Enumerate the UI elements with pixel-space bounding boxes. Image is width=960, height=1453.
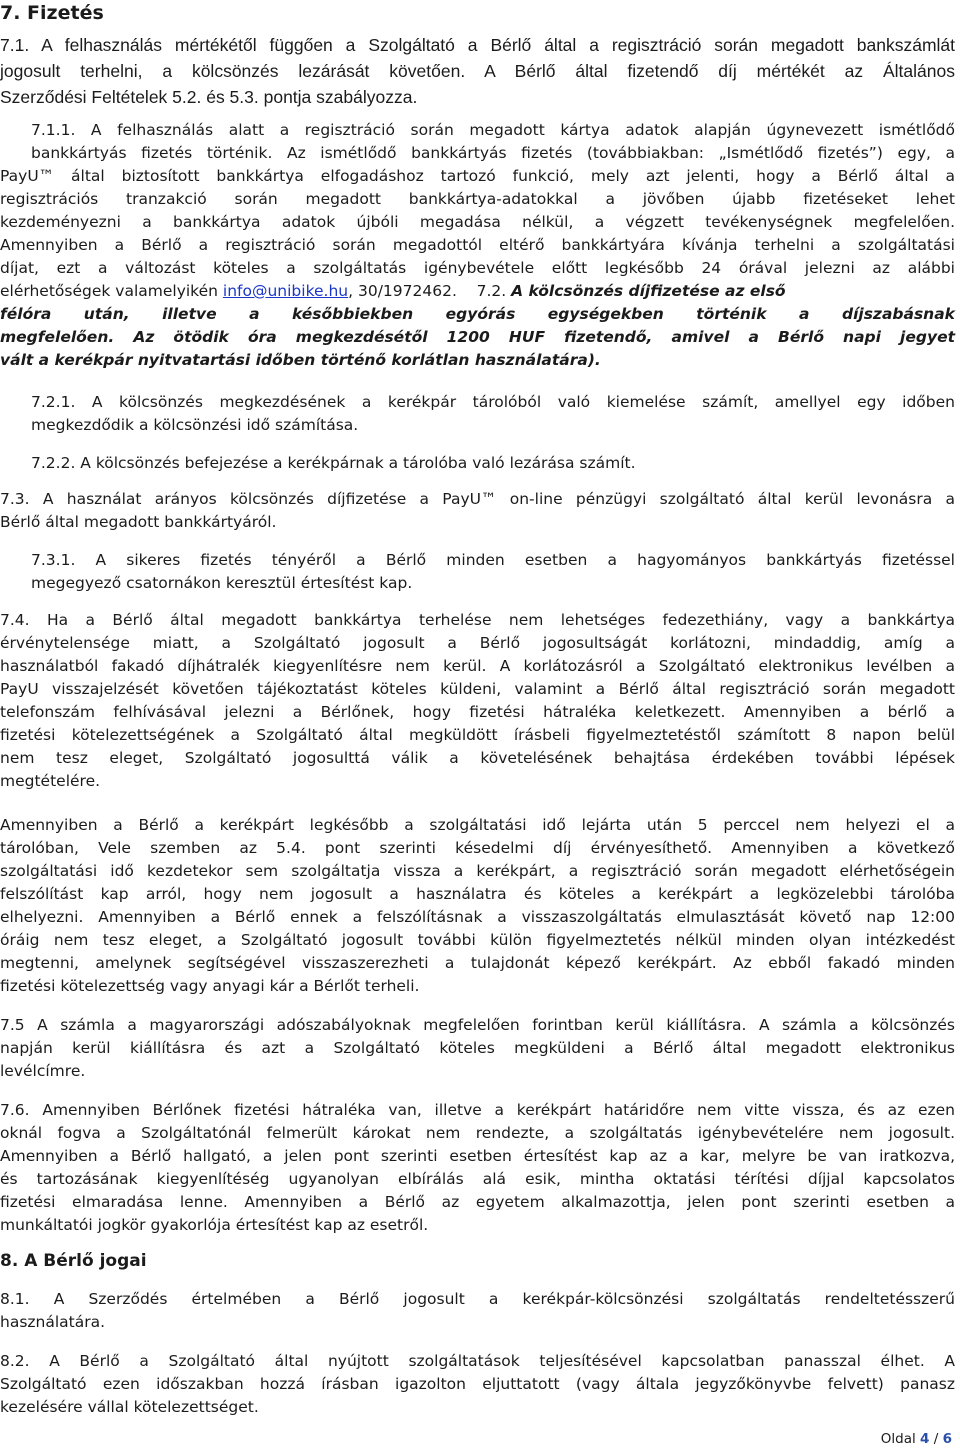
- paragraph-line: díjat, ezt a változást köteles a szolgáltatás igénybevétele előtt legkésőbb 24 órával jelezni az alábbi: [0, 259, 955, 277]
- paragraph-line: Amennyiben a Bérlő a kerékpárt legkésőbb a szolgáltatási idő lejárta után 5 perccel nem helyezi el a: [0, 816, 955, 834]
- paragraph-line: használatból fakadó díjhátralék kiegyenlítésre nem kerül. A korlátozásról a Szolgáltató elektronikus levélben a: [0, 657, 955, 675]
- paragraph-line: 7.5 A számla a magyarországi adószabályoknak megfelelően forintban kerül kiállításra. A számla a kölcsönzés: [0, 1016, 955, 1034]
- paragraph-line: tárolóban, Vele szemben az 5.4. pont szerinti késedelmi díj érvényesíthető. Amennyiben a következő: [0, 839, 955, 857]
- paragraph-line: bankkártyás fizetés történik. Az ismétlődő bankkártyás fizetés (továbbiakban: „Ismétlődő fizetés”) egy, a: [31, 144, 955, 162]
- paragraph-line: levélcímre.: [0, 1062, 86, 1080]
- paragraph-line-bold: megfelelően. Az ötödik óra megkezdésétől 1200 HUF fizetendő, amivel a Bérlő napi jegyet: [0, 328, 955, 346]
- paragraph-line-bold: félóra után, illetve a későbbiekben egyórás egységekben történik a díjszabásnak: [0, 305, 955, 323]
- paragraph-line: PayU™ által biztosított bankkártya elfogadáshoz tartozó funkció, mely azt jelenti, hogy a Bérlő által a: [0, 167, 955, 185]
- paragraph-line: szolgáltatási idő kezdetekor sem szolgáltatja vissza a kerékpárt, a regisztráció során megadott elérhetőségein: [0, 862, 955, 880]
- paragraph-line: Szolgáltató ezen időszakban hozzá írásban igazolton eljuttatott (vagy általa jegyzőkönyvbe felvett) panasz: [0, 1375, 955, 1393]
- clause-number: 7.2.: [476, 282, 507, 300]
- total-page-count: 6: [942, 1431, 952, 1447]
- email-link[interactable]: info@unibike.hu: [222, 282, 349, 300]
- paragraph-line: kezelésére vállal kötelezettséget.: [0, 1398, 259, 1416]
- paragraph-line: megtételére.: [0, 772, 101, 790]
- bold-italic-text: A kölcsönzés díjfizetése az első: [511, 282, 786, 300]
- paragraph-line: regisztrációs tranzakció során megadott bankkártya-adatokkal a jövőben újabb fizetéseket lehet: [0, 190, 955, 208]
- paragraph-line: megkezdődik a kölcsönzési idő számítása.: [31, 416, 359, 434]
- phone-text: , 30/1972462.: [348, 282, 457, 300]
- paragraph-line: munkáltatói jogkör gyakorlója értesítést kap az esetről.: [0, 1216, 429, 1234]
- paragraph-line: érvénytelensége miatt, a Szolgáltató jogosult a Bérlő jogosultságát korlátozni, mindaddig, amíg a: [0, 634, 955, 652]
- contact-text: elérhetőségek valamelyikén: [0, 282, 223, 300]
- paragraph-line: megtenni, amelynek segítségével visszaszerezheti a tulajdonát képező kerékpárt. Az ebből fakadó minden: [0, 954, 955, 972]
- paragraph-line: napján kerül kiállításra és azt a Szolgáltató köteles megküldeni a Bérlő által megadott elektronikus: [0, 1039, 955, 1057]
- paragraph-line: fizetési kötelezettség vagy anyagi kár a Bérlőt terheli.: [0, 977, 420, 995]
- paragraph-line: 8.2. A Bérlő a Szolgáltató által nyújtott szolgáltatások teljesítésével kapcsolatban panasszal élhet. A: [0, 1352, 955, 1370]
- paragraph-line: Amennyiben a Bérlő hallgató, a jelen pont szerinti esetben értesítést kap az a kar, melyre be van iratkozva,: [0, 1147, 955, 1165]
- paragraph-line: PayU visszajelzését követően tájékoztatást köteles küldeni, valamint a Bérlő által regisztráció során megadott: [0, 680, 955, 698]
- paragraph-line: 7.3. A használat arányos kölcsönzés díjfizetése a PayU™ on-line pénzügyi szolgáltató által kerül levonásra a: [0, 490, 955, 508]
- paragraph-line: jogosult terhelni, a kölcsönzés lezárását követően. A Bérlő által fizetendő díj mértékét az Általános: [0, 61, 955, 81]
- paragraph-line: Amennyiben a Bérlő a regisztráció során megadottól eltérő bankkártyára kívánja terhelni a szolgáltatási: [0, 236, 955, 254]
- paragraph-line: felszólítást kap arról, hogy nem jogosult a használatra és köteles a kerékpárt a legközelebbi tárolóba: [0, 885, 955, 903]
- current-page-number: 4: [920, 1431, 930, 1447]
- paragraph-line-bold: vált a kerékpár nyitvatartási időben történő korlátlan használatára).: [0, 351, 601, 369]
- paragraph-line: 7.1. A felhasználás mértékétől függően a Szolgáltató a Bérlő által a regisztráció során megadott bankszámlát: [0, 35, 955, 55]
- paragraph-line-mixed: [0, 280, 955, 302]
- paragraph-line: fizetési kötelezettségének a Szolgáltató által megküldött írásbeli figyelmeztetéstől számított 8 napon belül: [0, 726, 955, 744]
- paragraph-line: oknál fogva a Szolgáltatónál felmerült károkat nem rendezte, a szolgáltatás igénybevételére nem jogosult.: [0, 1124, 955, 1142]
- paragraph-line: 7.6. Amennyiben Bérlőnek fizetési hátraléka van, illetve a kerékpárt határidőre nem vitte vissza, és az ezen: [0, 1101, 955, 1119]
- paragraph-line: 7.2.1. A kölcsönzés megkezdésének a kerékpár tárolóból való kiemelése számít, amellyel egy időben: [31, 393, 955, 411]
- paragraph-line: nem tesz eleget, Szolgáltató jogosulttá válik a követelésének behajtása érdekében további lépések: [0, 749, 955, 767]
- paragraph-line: elhelyezni. Amennyiben a Bérlő ennek a felszólításnak a visszaszolgáltatás elmulasztását követő nap 12:00: [0, 908, 955, 926]
- paragraph-line: 7.4. Ha a Bérlő által megadott bankkártya terhelése nem lehetséges fedezethiány, vagy a bankkártya: [0, 611, 955, 629]
- paragraph-line: 7.2.2. A kölcsönzés befejezése a kerékpárnak a tárolóba való lezárása számít.: [31, 454, 636, 472]
- paragraph-line: megegyező csatornákon keresztül értesítést kap.: [31, 574, 413, 592]
- page-number-footer: [881, 1430, 952, 1448]
- paragraph-line: telefonszám felhívásával jelezni a Bérlőnek, hogy fizetési hátraléka keletkezett. Amennyiben a bérlő a: [0, 703, 955, 721]
- page-label: Oldal: [880, 1431, 916, 1447]
- paragraph-line: óráig nem tesz eleget, a Szolgáltató jogosult további külön figyelmeztetés nélkül minden olyan intézkedést: [0, 931, 955, 949]
- paragraph-line: és tartozásának kiegyenlítéség ugyanolyan elbírálás alá esik, mintha oktatási térítési díjjal kapcsolatos: [0, 1170, 955, 1188]
- paragraph-line: fizetési elmaradása lenne. Amennyiben a Bérlő az egyetem alkalmazottja, jelen pont szerinti esetben a: [0, 1193, 955, 1211]
- paragraph-line: 7.3.1. A sikeres fizetés tényéről a Bérlő minden esetben a hagyományos bankkártyás fizetéssel: [31, 551, 955, 569]
- paragraph-line: kezdeményezni a bankkártya adatok újbóli megadása nélkül, a végzett tevékenységnek megfelelően.: [0, 213, 955, 231]
- section-heading-7: 7. Fizetés: [0, 2, 104, 24]
- page-separator: /: [933, 1431, 939, 1447]
- section-heading-8: 8. A Bérlő jogai: [0, 1251, 147, 1271]
- paragraph-line: használatára.: [0, 1313, 106, 1331]
- paragraph-line: 7.1.1. A felhasználás alatt a regisztráció során megadott kártya adatok alapján úgynevezett ismétlődő: [31, 121, 955, 139]
- paragraph-line: Bérlő által megadott bankkártyáról.: [0, 513, 277, 531]
- paragraph-line: 8.1. A Szerződés értelmében a Bérlő jogosult a kerékpár-kölcsönzési szolgáltatás rendeltetésszerű: [0, 1290, 955, 1308]
- paragraph-line: Szerződési Feltételek 5.2. és 5.3. pontja szabályozza.: [0, 87, 418, 107]
